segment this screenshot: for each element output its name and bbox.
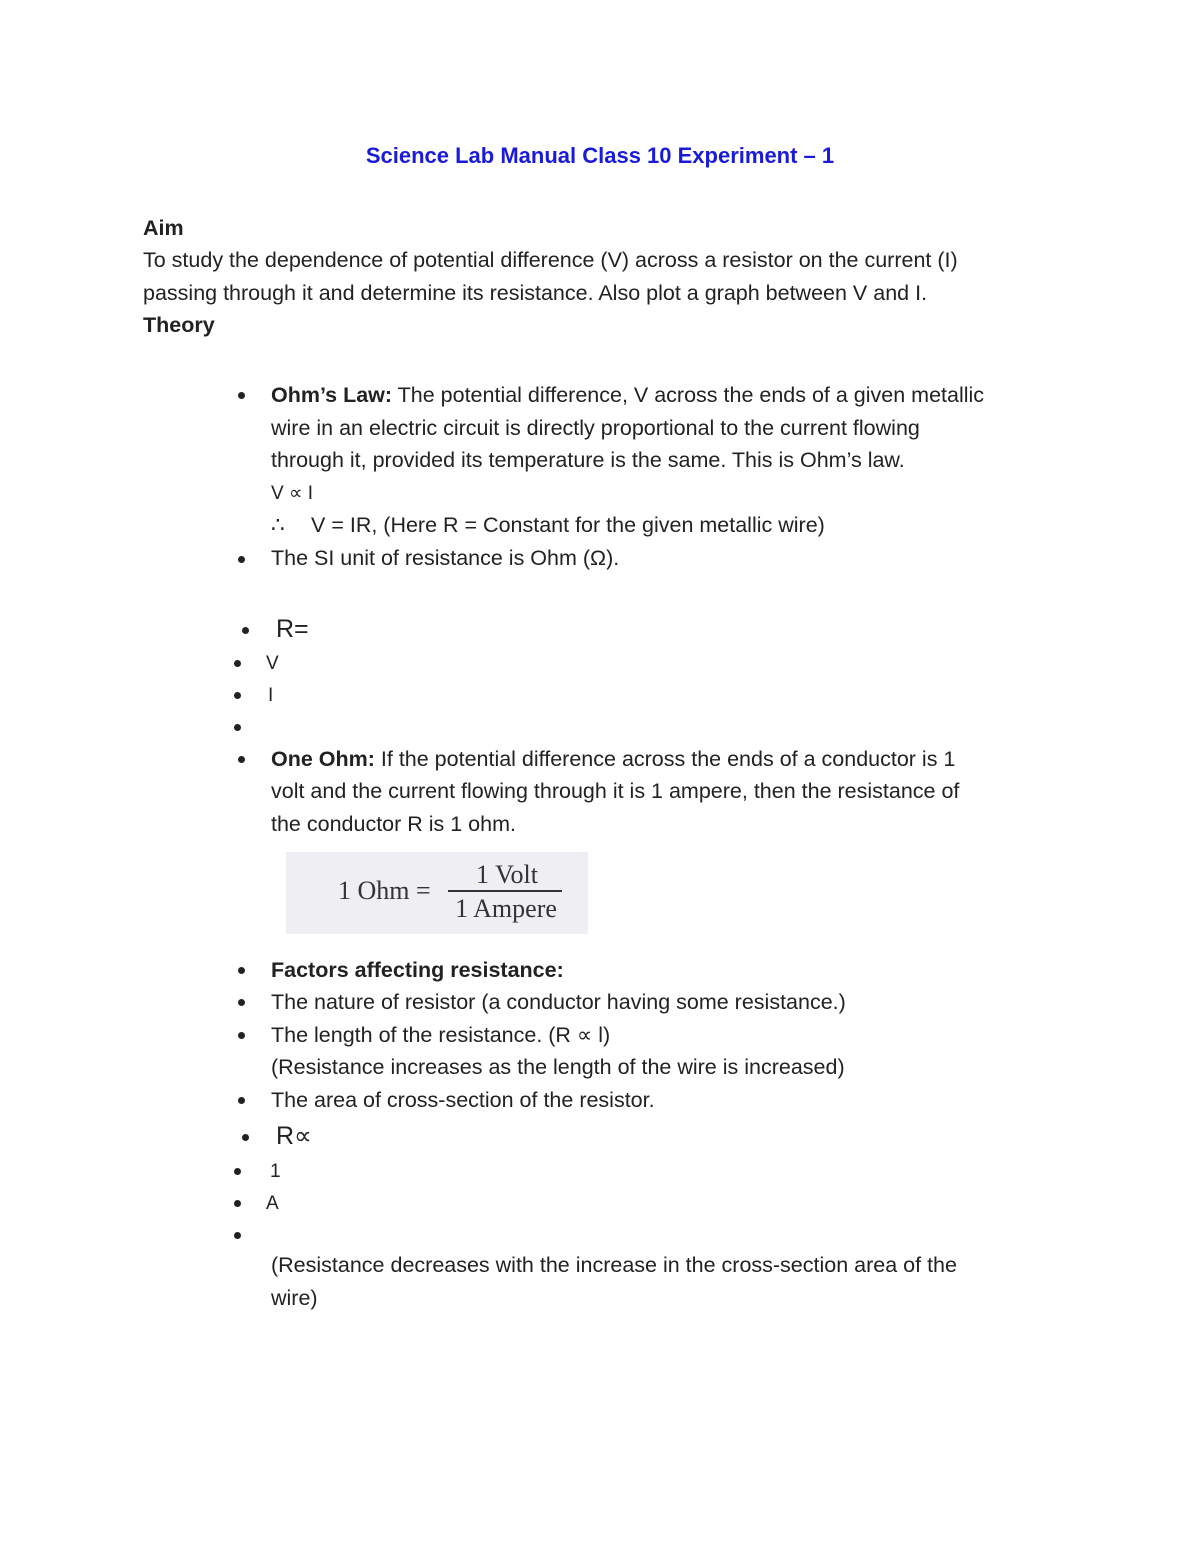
factor-area: The area of cross-section of the resistor. (271, 1088, 655, 1112)
one-ohm-text: If the potential difference across the ends of a conductor is 1 (374, 747, 956, 771)
bullet-icon (238, 1032, 245, 1039)
formula-numerator: 1 Volt (476, 860, 538, 889)
bullet-icon (242, 627, 249, 634)
i-text: I (268, 685, 274, 706)
aim-text-line-2: passing through it and determine its resistance. Also plot a graph between V and I. (143, 281, 928, 305)
bullet-icon (234, 1232, 241, 1239)
one-ohm-line-2: volt and the current flowing through it is 1 ampere, then the resistance of (271, 779, 960, 803)
factors-heading: Factors affecting resistance: (271, 958, 564, 982)
ohms-law-label: Ohm’s Law: (271, 383, 393, 407)
one-ohm-formula-image (286, 852, 588, 934)
one-text: 1 (270, 1161, 281, 1182)
bullet-icon (238, 556, 245, 563)
factor-length: The length of the resistance. (R ∝ l) (271, 1023, 611, 1047)
one-ohm-label: One Ohm: (271, 747, 375, 771)
r-equals-text: R= (276, 615, 309, 643)
v-text: V (266, 653, 279, 674)
ohms-law-therefore: ∴ (271, 513, 285, 537)
bullet-icon (238, 967, 245, 974)
bullet-icon (234, 660, 241, 667)
ohms-law-line-2: wire in an electric circuit is directly proportional to the current flowing (271, 416, 920, 440)
bullet-icon (238, 999, 245, 1006)
r-proportional-text: R∝ (276, 1122, 312, 1150)
bullet-icon (242, 1134, 249, 1141)
ohms-law-line-1 (271, 379, 984, 412)
factor-length-note: (Resistance increases as the length of the wire is increased) (271, 1055, 845, 1079)
si-unit-text: The SI unit of resistance is Ohm (Ω). (271, 546, 620, 570)
factor-nature: The nature of resistor (a conductor having some resistance.) (271, 990, 846, 1014)
bullet-icon (234, 692, 241, 699)
formula-left: 1 Ohm = (338, 876, 431, 905)
bullet-icon (234, 1200, 241, 1207)
aim-heading: Aim (143, 216, 184, 240)
bullet-icon (238, 392, 245, 399)
bullet-icon (238, 1097, 245, 1104)
a-text: A (266, 1193, 279, 1214)
theory-heading: Theory (143, 313, 215, 337)
document-title: Science Lab Manual Class 10 Experiment – 1 (365, 143, 835, 168)
ohms-law-text: The potential difference, V across the ends of a given metallic (392, 383, 985, 407)
aim-text-line-1: To study the dependence of potential difference (V) across a resistor on the current (I) (143, 248, 958, 272)
bullet-icon (238, 756, 245, 763)
area-note-line-2: wire) (271, 1286, 318, 1310)
bullet-icon (234, 1168, 241, 1175)
ohms-law-equation: V = IR, (Here R = Constant for the given metallic wire) (311, 513, 825, 537)
ohms-law-line-3: through it, provided its temperature is the same. This is Ohm’s law. (271, 448, 905, 472)
one-ohm-line-3: the conductor R is 1 ohm. (271, 812, 516, 836)
bullet-icon (234, 724, 241, 731)
area-note-line-1: (Resistance decreases with the increase in the cross-section area of the (271, 1253, 957, 1277)
formula-fraction-bar (448, 890, 562, 892)
formula-denominator: 1 Ampere (455, 894, 557, 923)
one-ohm-line-1 (271, 743, 955, 776)
ohms-law-proportionality: V ∝ I (271, 483, 314, 504)
